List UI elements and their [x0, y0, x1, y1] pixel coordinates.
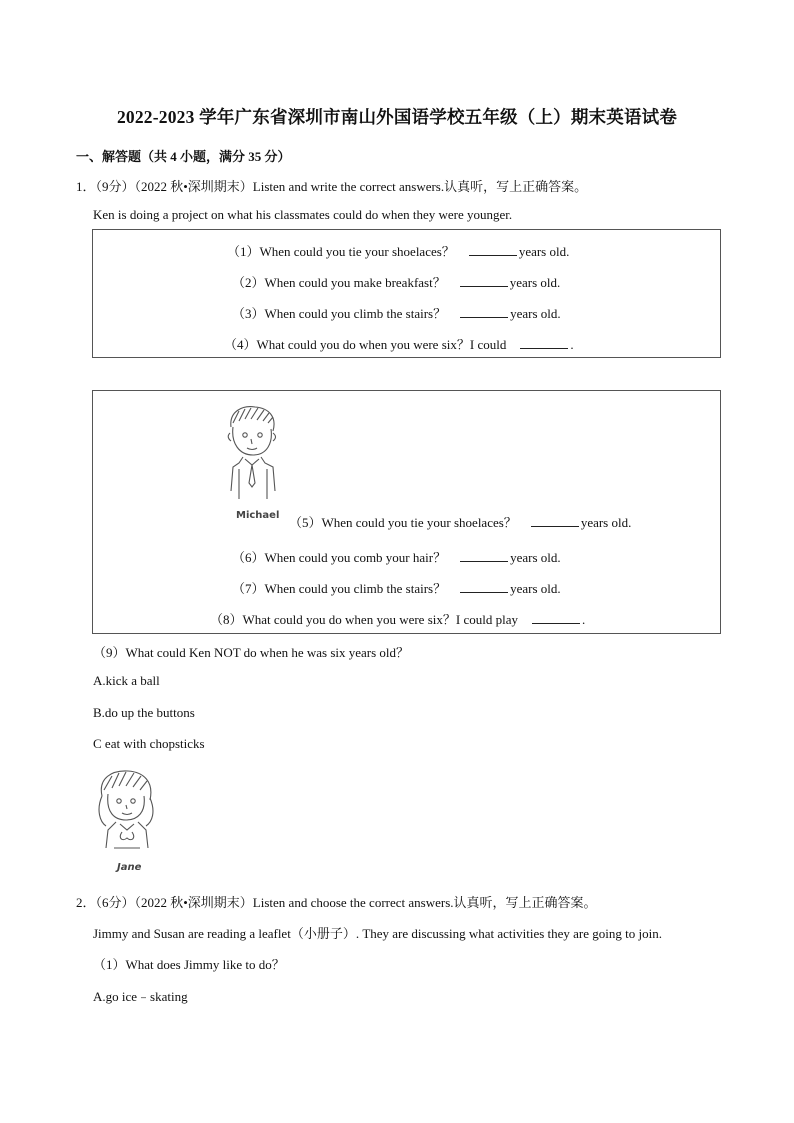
- item-3-text: （3）When could you climb the stairs？: [232, 306, 447, 321]
- answer-blank-4[interactable]: [520, 336, 568, 349]
- item-5: [289, 512, 631, 531]
- answer-blank-7[interactable]: [460, 580, 508, 593]
- michael-caption: Michael: [236, 510, 280, 521]
- item-8-suffix: .: [581, 612, 586, 627]
- jane-drawing-icon: [92, 768, 162, 862]
- item-4-suffix: .: [570, 337, 574, 352]
- question-2-option-a[interactable]: A.go ice﹣skating: [93, 989, 188, 1004]
- page-title: 2022-2023 学年广东省深圳市南山外国语学校五年级（上）期末英语试卷: [116, 107, 678, 127]
- section-heading: 一、解答题（共 4 小题，满分 35 分）: [76, 149, 291, 164]
- item-1: [227, 241, 569, 260]
- jane-caption: Jane: [117, 862, 142, 873]
- item-2-text: （2）When could you make breakfast？: [232, 275, 446, 290]
- answer-box-ken: [92, 229, 721, 358]
- item-6-suffix: years old.: [510, 550, 561, 565]
- michael-drawing-icon: [221, 403, 283, 511]
- question-9: （9）What could Ken NOT do when he was six years old？: [93, 645, 410, 660]
- answer-blank-8[interactable]: [532, 611, 580, 624]
- item-4-text: （4）What could you do when you were six？I could: [224, 337, 507, 352]
- question-2-stem: 2．（6分）（2022 秋•深圳期末）Listen and choose the correct answers.认真听，写上正确答案。: [76, 895, 597, 910]
- item-1-text: （1）When could you tie your shoelaces？: [227, 244, 455, 259]
- question-2-intro: Jimmy and Susan are reading a leaflet（小册子）. They are discussing what activities they are going to join.: [93, 926, 662, 941]
- answer-blank-1[interactable]: [469, 243, 517, 256]
- question-2-sub-1: （1）What does Jimmy like to do？: [93, 957, 285, 972]
- item-7: [232, 578, 561, 597]
- option-c[interactable]: C eat with chopsticks: [93, 736, 205, 751]
- item-6: [232, 547, 561, 566]
- item-4: [224, 334, 574, 353]
- item-2: [232, 272, 560, 291]
- item-2-suffix: years old.: [509, 275, 561, 290]
- option-a[interactable]: A.kick a ball: [93, 673, 160, 688]
- option-b[interactable]: B.do up the buttons: [93, 705, 195, 720]
- answer-blank-5[interactable]: [531, 514, 579, 527]
- item-3-suffix: years old.: [510, 306, 561, 321]
- item-5-text: （5）When could you tie your shoelaces？: [289, 515, 517, 530]
- item-8-text: （8）What could you do when you were six？I could play: [210, 612, 518, 627]
- item-5-suffix: years old.: [580, 515, 632, 530]
- question-1-stem: 1．（9分）（2022 秋•深圳期末）Listen and write the correct answers.认真听，写上正确答案。: [76, 179, 588, 194]
- item-8: [210, 609, 585, 628]
- answer-box-michael: [92, 390, 721, 634]
- item-7-text: （7）When could you climb the stairs？: [232, 581, 447, 596]
- answer-blank-3[interactable]: [460, 305, 508, 318]
- answer-blank-2[interactable]: [460, 274, 508, 287]
- answer-blank-6[interactable]: [460, 549, 508, 562]
- item-3: [232, 303, 561, 322]
- item-6-text: （6）When could you comb your hair？: [232, 550, 447, 565]
- item-7-suffix: years old.: [510, 581, 561, 596]
- item-1-suffix: years old.: [518, 244, 570, 259]
- question-1-intro: Ken is doing a project on what his classmates could do when they were younger.: [93, 207, 513, 222]
